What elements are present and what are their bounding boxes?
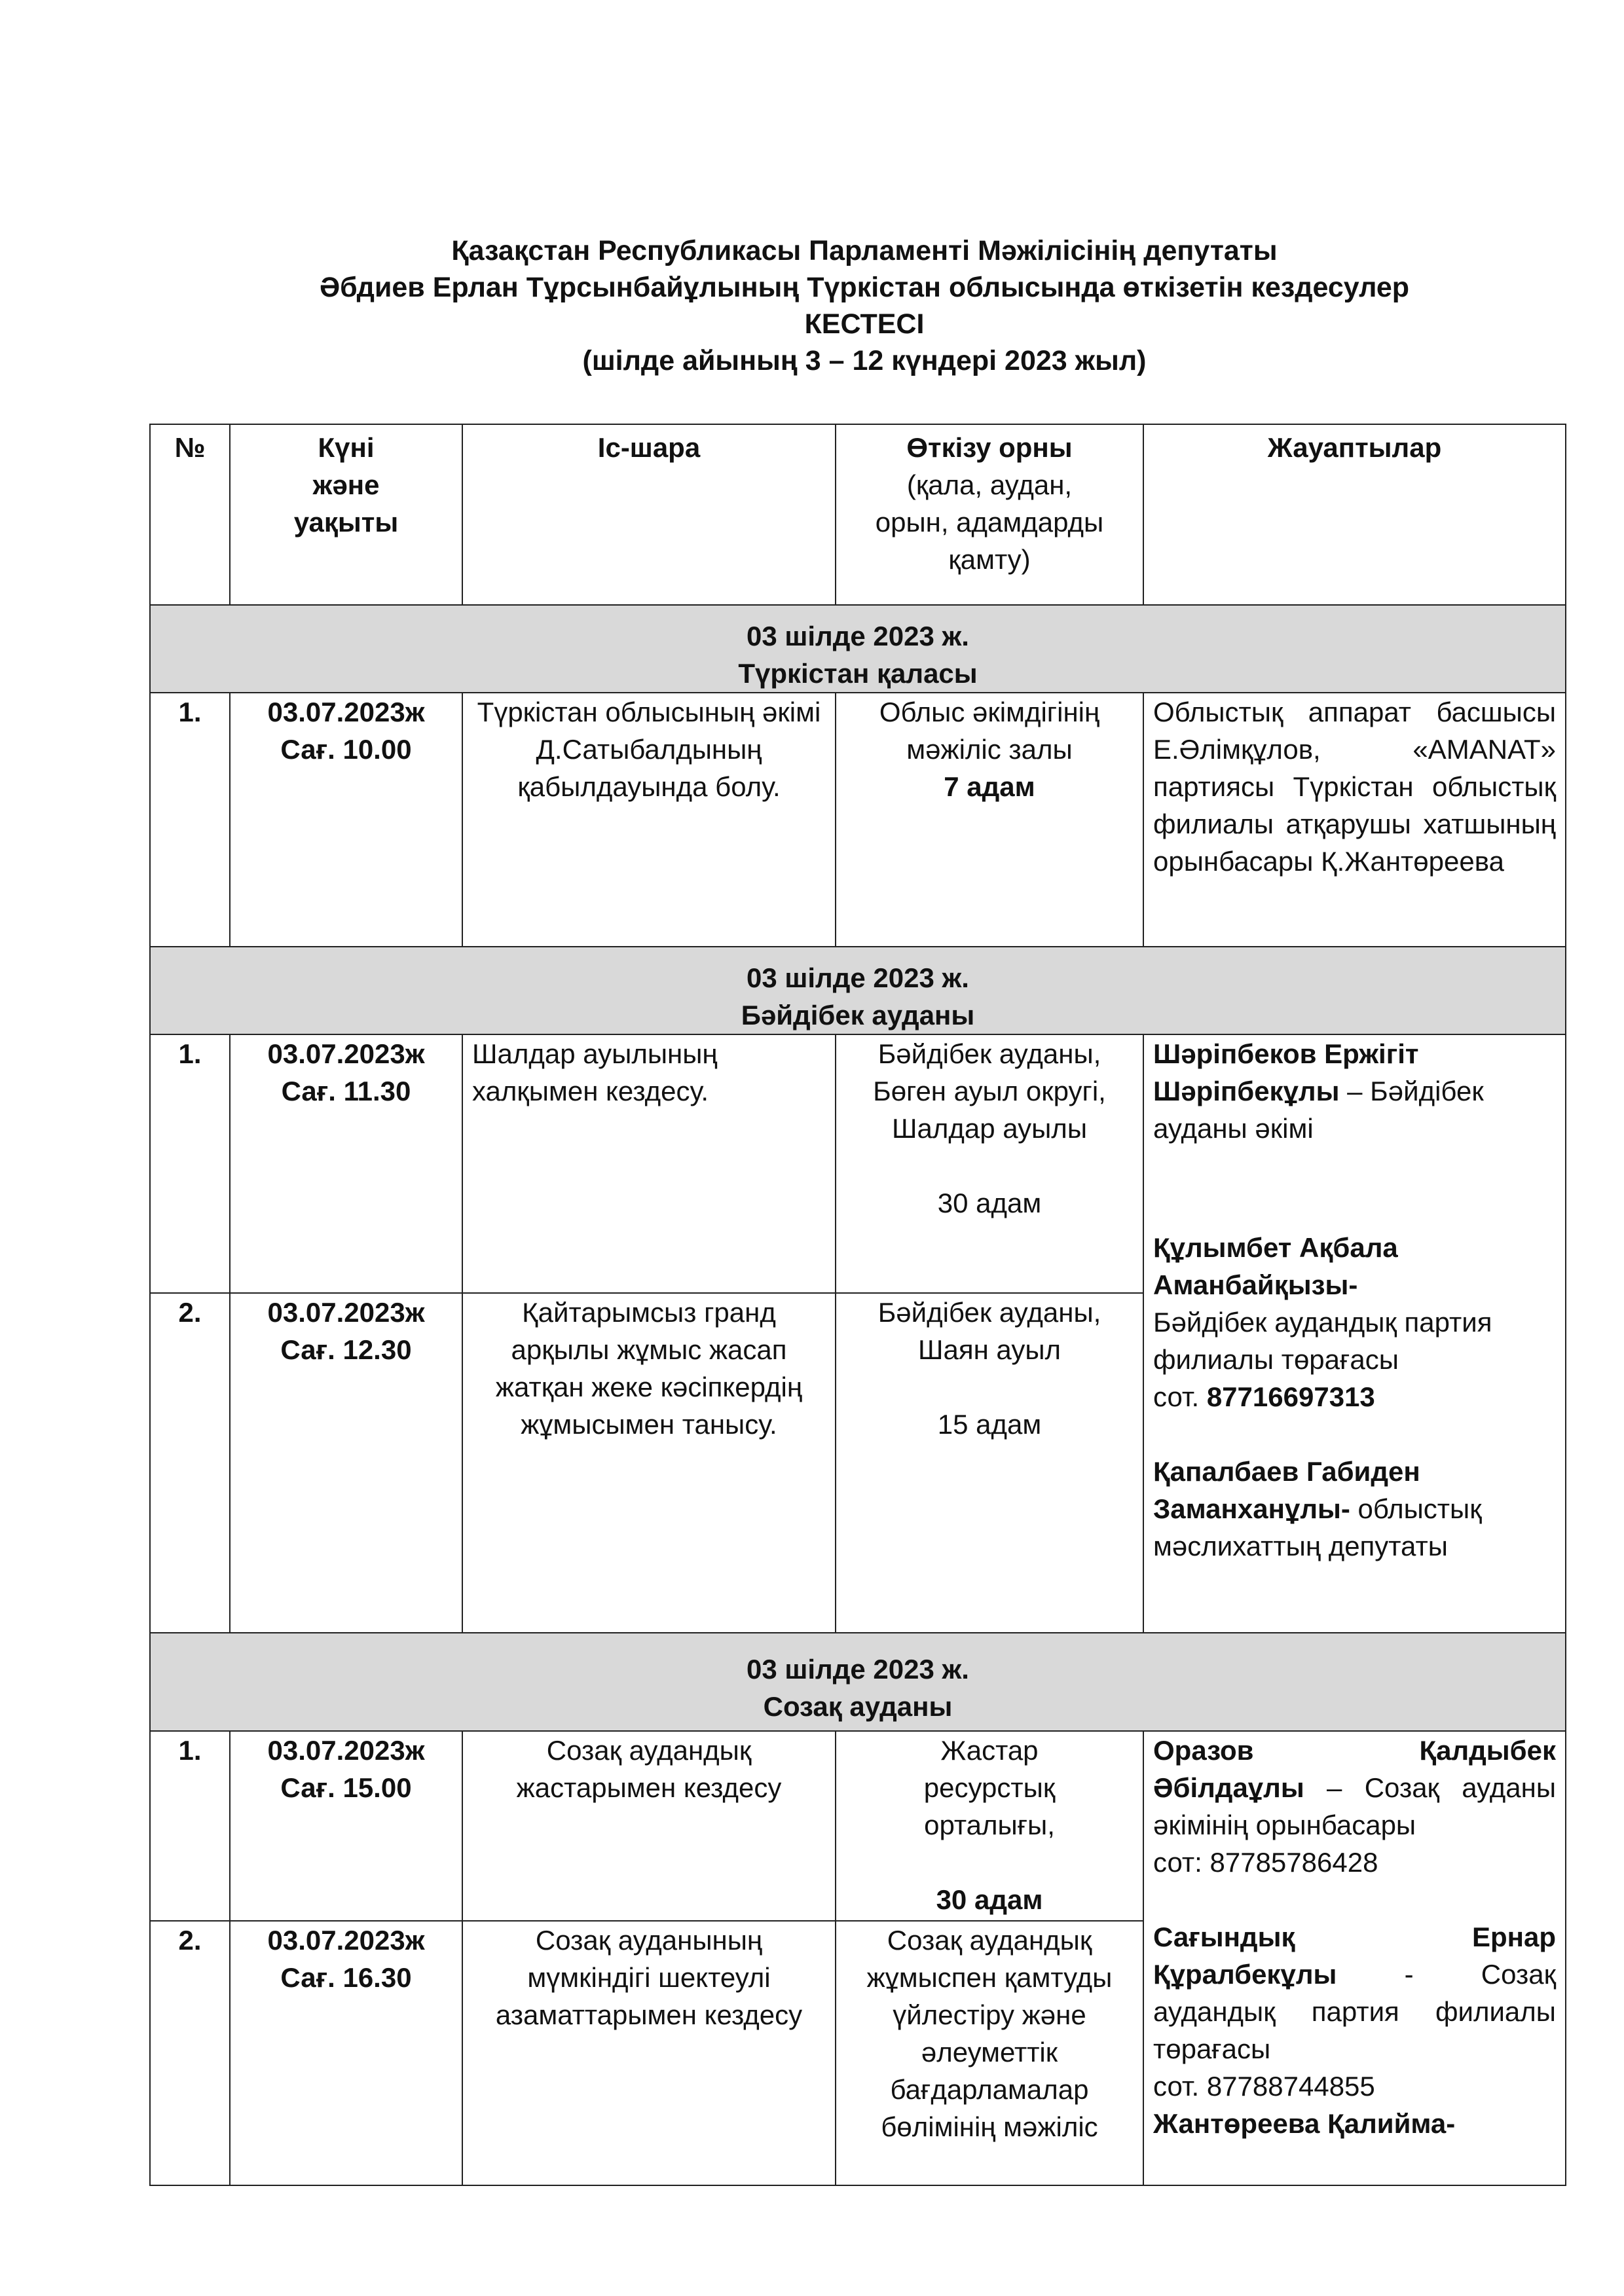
person-role: – Бәйдібек ауданы әкімі [1153, 1076, 1484, 1144]
row-date-time [230, 1731, 462, 1921]
schedule-table [149, 424, 1566, 2186]
place-line: Шалдар ауылы [891, 1113, 1088, 1144]
section-title-cell [150, 947, 1566, 1034]
row-number: 1. [150, 1034, 230, 1293]
responsible-person-3 [1153, 1453, 1556, 1565]
row-responsible [1143, 1731, 1566, 2185]
person-role: облыстық мәслихаттың депутаты [1153, 1493, 1482, 1561]
person-role: Бәйдібек аудандық партия филиалы төрағасы [1153, 1307, 1492, 1375]
section-header-sozak [150, 1633, 1566, 1731]
table-row [150, 693, 1566, 947]
person-name: Сағындық Ернар Құралбекұлы [1153, 1922, 1556, 1990]
header-date-line: Күні [318, 432, 375, 463]
place-line: орталығы, [924, 1810, 1055, 1840]
header-event: Іс-шара [462, 424, 836, 605]
person-name: Құлымбет Ақбала Аманбайқызы- [1153, 1232, 1398, 1300]
place-people: 15 адам [937, 1409, 1042, 1440]
row-time: Сағ. 15.00 [280, 1772, 412, 1803]
document-title [151, 232, 1578, 379]
place-line: Бөген ауыл округі, [873, 1076, 1106, 1106]
row-place [836, 693, 1143, 947]
row-responsible [1143, 1034, 1566, 1633]
row-time: Сағ. 16.30 [280, 1962, 412, 1993]
row-date: 03.07.2023ж [267, 1925, 425, 1956]
row-responsible: Облыстық аппарат басшысы Е.Әлімқұлов, «AMANAT» партиясы Түркістан облыстық филиалы атқарушы хатшының орынбасары Қ.Жантөреева [1143, 693, 1566, 947]
section-date: 03 шілде 2023 ж. [747, 621, 969, 651]
row-time: Сағ. 11.30 [281, 1076, 411, 1106]
title-line-2: Әбдиев Ерлан Тұрсынбайұлының Түркістан облысында өткізетін кездесулер [319, 272, 1410, 303]
person-name: Қапалбаев Габиден Заманханұлы- [1153, 1456, 1420, 1524]
place-people: 7 адам [944, 771, 1035, 802]
place-people: 30 адам [936, 1884, 1043, 1915]
section-place: Бәйдібек ауданы [741, 1000, 975, 1030]
place-line: мәжіліс залы [906, 734, 1073, 765]
header-place-line: қамту) [948, 544, 1031, 575]
person-phone: сот. 87788744855 [1153, 2071, 1375, 2102]
title-line-3: КЕСТЕСІ [804, 308, 925, 340]
place-people: 30 адам [937, 1188, 1042, 1218]
header-responsible: Жауаптылар [1143, 424, 1566, 605]
row-place [836, 1034, 1143, 1293]
row-number: 1. [150, 693, 230, 947]
header-date-time [230, 424, 462, 605]
place-line: Облыс әкімдігінің [879, 697, 1100, 727]
row-event: Қайтарымсыз гранд арқылы жұмыс жасап жатқан жеке кәсіпкердің жұмысымен танысу. [462, 1293, 836, 1633]
row-date: 03.07.2023ж [267, 1297, 425, 1328]
place-line: Жастар [940, 1735, 1039, 1766]
table-row [150, 1731, 1566, 1921]
table-header-row [150, 424, 1566, 605]
section-place: Созақ ауданы [763, 1691, 953, 1722]
responsible-person-1 [1153, 1035, 1556, 1147]
person-name: Шәріпбеков Ержігіт Шәріпбекұлы [1153, 1038, 1419, 1106]
person-name: Жантөреева Қалийма- [1153, 2108, 1456, 2139]
header-place-line: орын, адамдарды [875, 507, 1104, 538]
row-number: 2. [150, 1293, 230, 1633]
person-phone: сот: 87785786428 [1153, 1847, 1378, 1878]
row-event: Шалдар ауылының халқымен кездесу. [462, 1034, 836, 1293]
table-row [150, 1034, 1566, 1293]
place-line: Бәйдібек ауданы, [877, 1038, 1101, 1069]
header-number: № [150, 424, 230, 605]
row-place [836, 1293, 1143, 1633]
person-role: – Созақ ауданы әкімінің орынбасары [1153, 1772, 1556, 1840]
place-line: Бәйдібек ауданы, [877, 1297, 1101, 1328]
title-line-1: Қазақстан Республикасы Парламенті Мәжілісінің депутаты [451, 235, 1278, 266]
header-date-line: және [312, 469, 380, 500]
section-title-cell [150, 605, 1566, 693]
header-place [836, 424, 1143, 605]
row-event: Созақ аудандық жастарымен кездесу [462, 1731, 836, 1921]
responsible-person-1 [1153, 1732, 1556, 1844]
title-line-4: (шілде айының 3 – 12 күндері 2023 жыл) [582, 345, 1147, 376]
row-place: Созақ аудандық жұмыспен қамтуды үйлестіру және әлеуметтік бағдарламалар бөлімінің мәжіліс [836, 1921, 1143, 2185]
responsible-person-2 [1153, 1229, 1556, 1415]
header-date-line: уақыты [293, 507, 399, 538]
section-header-baidibek [150, 947, 1566, 1034]
header-place-line: (қала, аудан, [906, 469, 1073, 500]
row-date-time [230, 1034, 462, 1293]
row-number: 2. [150, 1921, 230, 2185]
row-date: 03.07.2023ж [267, 1735, 425, 1766]
row-date-time [230, 1293, 462, 1633]
row-event: Түркістан облысының әкімі Д.Сатыбалдының қабылдауында болу. [462, 693, 836, 947]
phone-number: 87716697313 [1206, 1381, 1375, 1412]
person-role: - Созақ аудандық партия филиалы төрағасы [1153, 1959, 1556, 2064]
row-date: 03.07.2023ж [267, 697, 425, 727]
row-date-time [230, 1921, 462, 2185]
section-date: 03 шілде 2023 ж. [747, 962, 969, 993]
phone-label: сот. [1153, 1381, 1207, 1412]
place-line: ресурстық [923, 1772, 1056, 1803]
row-event: Созақ ауданының мүмкіндігі шектеулі азаматтарымен кездесу [462, 1921, 836, 2185]
person-phone [1153, 1378, 1556, 1415]
row-time: Сағ. 10.00 [280, 734, 412, 765]
section-header-turkistan [150, 605, 1566, 693]
row-number: 1. [150, 1731, 230, 1921]
row-place [836, 1731, 1143, 1921]
person-name: Оразов Қалдыбек Әбілдаұлы [1153, 1735, 1556, 1803]
row-date: 03.07.2023ж [267, 1038, 425, 1069]
section-date: 03 шілде 2023 ж. [747, 1654, 969, 1685]
header-place-line: Өткізу орны [906, 432, 1073, 463]
section-title-cell [150, 1633, 1566, 1731]
section-place: Түркістан қаласы [738, 658, 978, 689]
place-line: Шаян ауыл [917, 1334, 1061, 1365]
row-time: Сағ. 12.30 [280, 1334, 412, 1365]
responsible-person-2 [1153, 1918, 1556, 2068]
row-date-time [230, 693, 462, 947]
